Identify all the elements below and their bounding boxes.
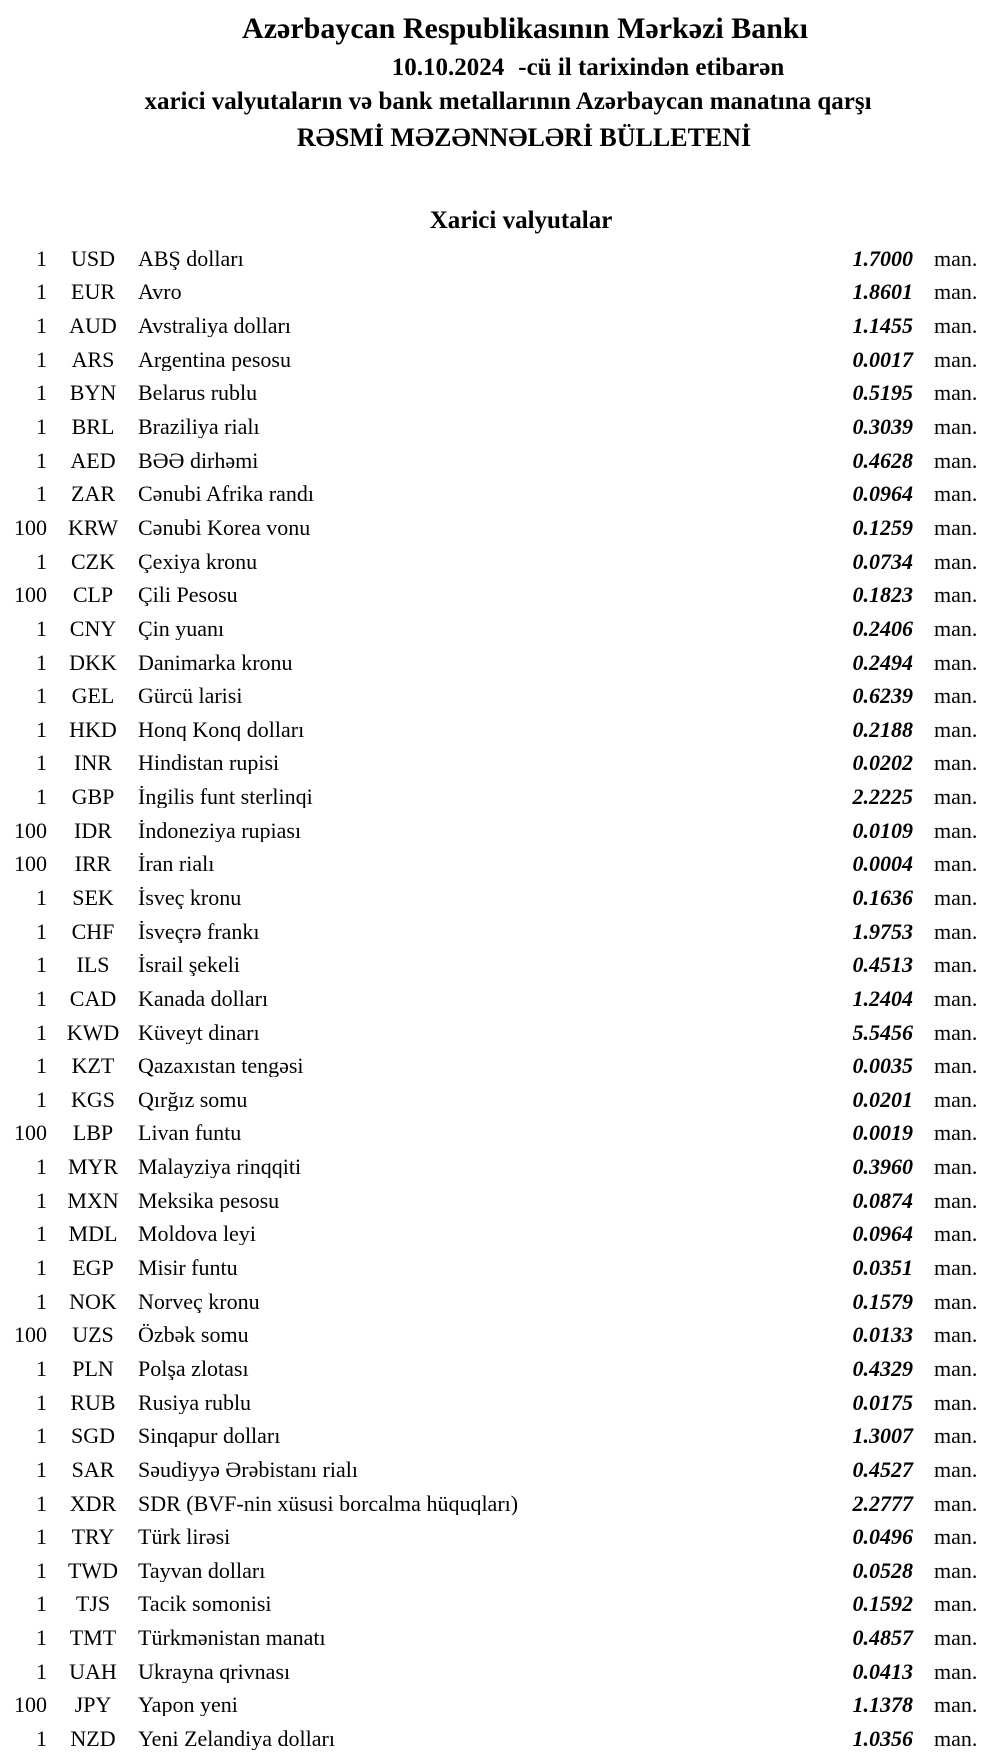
rate-value: 0.1636 [852, 884, 913, 910]
unit-label: man. [934, 985, 978, 1011]
currency-name: İsrail şekeli [138, 954, 241, 977]
currency-name: Polşa zlotası [138, 1357, 249, 1380]
rate-value: 0.3039 [852, 414, 913, 440]
rate-value: 5.5456 [852, 1019, 913, 1045]
rate-row [0, 1016, 1000, 1050]
unit-label: man. [934, 1086, 978, 1112]
rate-row [0, 1554, 1000, 1588]
currency-code: SEK [72, 884, 114, 910]
unit-label: man. [934, 1187, 978, 1213]
unit-label: man. [934, 1591, 978, 1617]
rate-value: 0.0528 [852, 1557, 913, 1583]
section-title-foreign-currencies: Xarici valyutalar [429, 207, 613, 234]
rate-row [0, 814, 1000, 848]
unit-label: man. [934, 817, 978, 843]
currency-code: CAD [69, 985, 117, 1011]
quantity: 1 [36, 1086, 47, 1112]
rate-row [0, 1487, 1000, 1521]
rate-value: 2.2225 [852, 784, 913, 810]
rate-value: 0.4628 [852, 447, 913, 473]
rate-value: 0.0017 [852, 346, 913, 372]
unit-label: man. [934, 683, 978, 709]
rate-value: 0.1259 [852, 514, 913, 540]
quantity: 1 [36, 985, 47, 1011]
currency-code: AUD [69, 313, 117, 339]
quantity: 1 [36, 1187, 47, 1213]
currency-name: SDR (BVF-nin xüsusi borcalma hüquqları) [138, 1492, 519, 1515]
currency-code: MYR [67, 1154, 119, 1180]
unit-label: man. [934, 279, 978, 305]
quantity: 100 [14, 582, 47, 608]
unit-label: man. [934, 851, 978, 877]
currency-name: Argentina pesosu [138, 348, 291, 371]
unit-label: man. [934, 481, 978, 507]
rate-row [0, 410, 1000, 444]
currency-code: CHF [71, 918, 115, 944]
currency-name: Tayvan dolları [138, 1559, 266, 1582]
currency-name: Türkmənistan manatı [138, 1627, 326, 1650]
unit-label: man. [934, 1322, 978, 1348]
quantity: 1 [36, 1288, 47, 1314]
subtitle-official-rates-bulletin: RƏSMİ MƏZƏNNƏLƏRİ BÜLLETENİ [296, 123, 752, 152]
rate-value: 0.0004 [852, 851, 913, 877]
rate-row [0, 948, 1000, 982]
currency-name: Danimarka kronu [138, 651, 293, 674]
quantity: 1 [36, 884, 47, 910]
rate-row [0, 915, 1000, 949]
rate-value: 1.7000 [852, 245, 913, 271]
currency-code: IDR [74, 817, 112, 843]
rate-row [0, 1117, 1000, 1151]
currency-code: INR [74, 750, 112, 776]
currency-code: SGD [70, 1423, 115, 1449]
rate-value: 1.3007 [852, 1423, 913, 1449]
rate-value: 1.0356 [852, 1726, 913, 1751]
rate-row [0, 242, 1000, 276]
quantity: 1 [36, 918, 47, 944]
rate-row [0, 679, 1000, 713]
quantity: 1 [36, 481, 47, 507]
quantity: 1 [36, 952, 47, 978]
unit-label: man. [934, 1355, 978, 1381]
currency-code: KWD [66, 1019, 120, 1045]
currency-code: GEL [71, 683, 115, 709]
unit-label: man. [934, 1726, 978, 1751]
unit-label: man. [934, 346, 978, 372]
rate-row [0, 1588, 1000, 1622]
exchange-rates-table [0, 242, 1000, 1756]
unit-label: man. [934, 380, 978, 406]
currency-code: TJS [75, 1591, 111, 1617]
currency-code: LBP [72, 1120, 114, 1146]
unit-label: man. [934, 1389, 978, 1415]
rate-value: 0.4527 [852, 1456, 913, 1482]
rate-row [0, 1184, 1000, 1218]
rate-value: 0.6239 [852, 683, 913, 709]
currency-code: CNY [69, 615, 117, 641]
rate-row [0, 1621, 1000, 1655]
rate-row [0, 646, 1000, 680]
unit-label: man. [934, 1221, 978, 1247]
currency-name: Gürcü larisi [138, 685, 243, 708]
rate-value: 1.2404 [852, 985, 913, 1011]
quantity: 1 [36, 1726, 47, 1751]
currency-name: Qazaxıstan tengəsi [138, 1055, 304, 1078]
rate-row [0, 713, 1000, 747]
currency-name: Sinqapur dolları [138, 1425, 281, 1448]
currency-name: Çin yuanı [138, 617, 225, 640]
currency-name: Norveç kronu [138, 1290, 260, 1313]
rate-value: 0.0734 [852, 548, 913, 574]
quantity: 1 [36, 1456, 47, 1482]
rate-value: 0.0175 [852, 1389, 913, 1415]
quantity: 1 [36, 1221, 47, 1247]
unit-label: man. [934, 1524, 978, 1550]
rate-row [0, 848, 1000, 882]
quantity: 1 [36, 1557, 47, 1583]
rate-row [0, 1251, 1000, 1285]
unit-label: man. [934, 1692, 978, 1718]
quantity: 100 [14, 817, 47, 843]
currency-code: DKK [69, 649, 117, 675]
currency-name: Belarus rublu [138, 382, 258, 405]
rate-value: 0.4857 [852, 1625, 913, 1651]
currency-name: Rusiya rublu [138, 1391, 252, 1414]
currency-name: Tacik somonisi [138, 1593, 272, 1616]
rate-value: 0.1579 [852, 1288, 913, 1314]
currency-name: İsveç kronu [138, 886, 242, 909]
currency-name: Cənubi Afrika randı [138, 483, 314, 506]
currency-code: ARS [71, 346, 115, 372]
currency-code: TMT [69, 1625, 117, 1651]
rate-value: 0.0109 [852, 817, 913, 843]
currency-code: MXN [67, 1187, 119, 1213]
rate-value: 0.0413 [852, 1658, 913, 1684]
currency-code: XDR [69, 1490, 117, 1516]
currency-name: Səudiyyə Ərəbistanı rialı [138, 1458, 358, 1481]
unit-label: man. [934, 1255, 978, 1281]
quantity: 1 [36, 1154, 47, 1180]
unit-label: man. [934, 1423, 978, 1449]
unit-label: man. [934, 548, 978, 574]
quantity: 1 [36, 649, 47, 675]
quantity: 1 [36, 1019, 47, 1045]
page-title: Azərbaycan Respublikasının Mərkəzi Bankı [242, 12, 808, 45]
currency-name: Malayziya rinqqiti [138, 1156, 302, 1179]
unit-label: man. [934, 1019, 978, 1045]
currency-name: ABŞ dolları [138, 247, 244, 270]
rate-value: 0.0874 [852, 1187, 913, 1213]
currency-name: Cənubi Korea vonu [138, 516, 311, 539]
currency-name: Misir funtu [138, 1257, 238, 1280]
currency-name: Türk lirəsi [138, 1526, 231, 1549]
rate-value: 0.0964 [852, 1221, 913, 1247]
currency-name: Yapon yeni [138, 1694, 238, 1717]
currency-name: Braziliya rialı [138, 416, 260, 439]
rate-row [0, 1520, 1000, 1554]
rate-row [0, 881, 1000, 915]
unit-label: man. [934, 1456, 978, 1482]
currency-name: Livan funtu [138, 1122, 242, 1145]
rate-row [0, 1655, 1000, 1689]
rate-value: 1.1378 [852, 1692, 913, 1718]
rate-value: 0.0202 [852, 750, 913, 776]
currency-code: ILS [76, 952, 110, 978]
unit-label: man. [934, 1625, 978, 1651]
rate-row [0, 1386, 1000, 1420]
currency-code: IRR [74, 851, 112, 877]
currency-code: PLN [72, 1355, 114, 1381]
rate-value: 0.0035 [852, 1053, 913, 1079]
currency-code: MDL [68, 1221, 118, 1247]
currency-name: Yeni Zelandiya dolları [138, 1728, 335, 1750]
quantity: 1 [36, 279, 47, 305]
rate-row [0, 309, 1000, 343]
currency-code: UZS [72, 1322, 114, 1348]
unit-label: man. [934, 514, 978, 540]
rate-value: 0.4513 [852, 952, 913, 978]
currency-code: KZT [71, 1053, 115, 1079]
currency-code: TRY [71, 1524, 115, 1550]
quantity: 1 [36, 1389, 47, 1415]
currency-name: İngilis funt sterlinqi [138, 786, 313, 809]
unit-label: man. [934, 1658, 978, 1684]
rate-row [0, 1722, 1000, 1756]
currency-name: Moldova leyi [138, 1223, 256, 1246]
unit-label: man. [934, 716, 978, 742]
rate-row [0, 444, 1000, 478]
rate-row [0, 747, 1000, 781]
rate-row [0, 1218, 1000, 1252]
rate-row [0, 612, 1000, 646]
rate-row [0, 1319, 1000, 1353]
currency-code: BRL [71, 414, 115, 440]
quantity: 100 [14, 851, 47, 877]
unit-label: man. [934, 884, 978, 910]
unit-label: man. [934, 1490, 978, 1516]
rate-value: 0.2188 [852, 716, 913, 742]
quantity: 100 [14, 1692, 47, 1718]
quantity: 100 [14, 514, 47, 540]
rate-row [0, 377, 1000, 411]
rate-row [0, 1285, 1000, 1319]
rate-row [0, 1419, 1000, 1453]
rate-value: 0.4329 [852, 1355, 913, 1381]
currency-name: Kanada dolları [138, 987, 269, 1010]
currency-code: SAR [71, 1456, 115, 1482]
rate-row [0, 343, 1000, 377]
rate-value: 1.8601 [852, 279, 913, 305]
unit-label: man. [934, 952, 978, 978]
currency-code: CLP [72, 582, 114, 608]
currency-code: UAH [69, 1658, 117, 1684]
unit-label: man. [934, 245, 978, 271]
currency-code: USD [70, 245, 115, 271]
currency-name: Çili Pesosu [138, 584, 238, 607]
rate-value: 1.9753 [852, 918, 913, 944]
rate-value: 0.0133 [852, 1322, 913, 1348]
quantity: 1 [36, 447, 47, 473]
quantity: 1 [36, 683, 47, 709]
currency-code: TWD [67, 1557, 119, 1583]
rate-row [0, 1689, 1000, 1723]
unit-label: man. [934, 649, 978, 675]
currency-code: KGS [70, 1086, 115, 1112]
rate-value: 0.0351 [852, 1255, 913, 1281]
quantity: 1 [36, 245, 47, 271]
quantity: 1 [36, 548, 47, 574]
quantity: 1 [36, 1591, 47, 1617]
subtitle-currencies-vs-manat: xarici valyutaların və bank metallarının Azərbaycan manatına qarşı [144, 88, 872, 115]
unit-label: man. [934, 1120, 978, 1146]
unit-label: man. [934, 1288, 978, 1314]
currency-name: Özbək somu [138, 1324, 249, 1347]
currency-code: AED [70, 447, 116, 473]
rate-row [0, 1453, 1000, 1487]
rate-value: 0.1823 [852, 582, 913, 608]
currency-code: JPY [74, 1692, 112, 1718]
currency-name: İran rialı [138, 853, 215, 876]
quantity: 1 [36, 784, 47, 810]
rate-row [0, 477, 1000, 511]
rate-value: 0.2406 [852, 615, 913, 641]
date-suffix-text: -cü il tarixindən etibarən [518, 54, 785, 81]
currency-code: RUB [70, 1389, 116, 1415]
currency-name: Küveyt dinarı [138, 1021, 260, 1044]
rate-value: 0.1592 [852, 1591, 913, 1617]
rate-row [0, 511, 1000, 545]
unit-label: man. [934, 447, 978, 473]
date-line [88, 54, 1000, 82]
quantity: 1 [36, 1255, 47, 1281]
currency-code: NZD [70, 1726, 116, 1751]
currency-name: Avro [138, 281, 182, 304]
unit-label: man. [934, 414, 978, 440]
rate-value: 0.5195 [852, 380, 913, 406]
currency-name: Honq Konq dolları [138, 718, 305, 741]
unit-label: man. [934, 615, 978, 641]
quantity: 1 [36, 615, 47, 641]
quantity: 1 [36, 1658, 47, 1684]
quantity: 100 [14, 1120, 47, 1146]
currency-name: Hindistan rupisi [138, 752, 280, 775]
rate-row [0, 1150, 1000, 1184]
currency-name: Meksika pesosu [138, 1189, 280, 1212]
rate-value: 0.0496 [852, 1524, 913, 1550]
rate-value: 0.0964 [852, 481, 913, 507]
currency-code: BYN [69, 380, 117, 406]
currency-code: NOK [69, 1288, 117, 1314]
currency-code: KRW [67, 514, 119, 540]
unit-label: man. [934, 750, 978, 776]
quantity: 1 [36, 346, 47, 372]
quantity: 1 [36, 1355, 47, 1381]
quantity: 1 [36, 380, 47, 406]
quantity: 1 [36, 716, 47, 742]
quantity: 1 [36, 1524, 47, 1550]
currency-name: İsveçrə frankı [138, 920, 260, 943]
rate-value: 0.0019 [852, 1120, 913, 1146]
unit-label: man. [934, 1053, 978, 1079]
currency-name: Çexiya kronu [138, 550, 258, 573]
rate-row [0, 276, 1000, 310]
quantity: 1 [36, 750, 47, 776]
unit-label: man. [934, 1154, 978, 1180]
currency-code: GBP [71, 784, 115, 810]
rate-row [0, 545, 1000, 579]
rate-value: 0.2494 [852, 649, 913, 675]
currency-name: Avstraliya dolları [138, 315, 291, 338]
rate-value: 0.0201 [852, 1086, 913, 1112]
quantity: 1 [36, 1490, 47, 1516]
rate-value: 2.2777 [852, 1490, 913, 1516]
effective-date: 10.10.2024 [391, 54, 505, 81]
rate-row [0, 982, 1000, 1016]
unit-label: man. [934, 313, 978, 339]
currency-name: İndoneziya rupiası [138, 819, 302, 842]
rate-row [0, 1083, 1000, 1117]
currency-code: HKD [69, 716, 117, 742]
unit-label: man. [934, 582, 978, 608]
currency-code: EUR [71, 279, 115, 305]
currency-name: Ukrayna qrivnası [138, 1660, 291, 1683]
quantity: 1 [36, 1053, 47, 1079]
unit-label: man. [934, 784, 978, 810]
currency-code: ZAR [71, 481, 115, 507]
currency-name: BƏƏ dirhəmi [138, 449, 259, 472]
unit-label: man. [934, 918, 978, 944]
quantity: 1 [36, 1423, 47, 1449]
currency-code: CZK [71, 548, 115, 574]
rate-row [0, 1049, 1000, 1083]
rate-value: 1.1455 [852, 313, 913, 339]
currency-code: EGP [72, 1255, 114, 1281]
quantity: 1 [36, 1625, 47, 1651]
quantity: 1 [36, 414, 47, 440]
currency-name: Qırğız somu [138, 1088, 248, 1111]
quantity: 100 [14, 1322, 47, 1348]
rate-row [0, 578, 1000, 612]
rate-row [0, 780, 1000, 814]
unit-label: man. [934, 1557, 978, 1583]
rate-value: 0.3960 [852, 1154, 913, 1180]
rate-row [0, 1352, 1000, 1386]
quantity: 1 [36, 313, 47, 339]
